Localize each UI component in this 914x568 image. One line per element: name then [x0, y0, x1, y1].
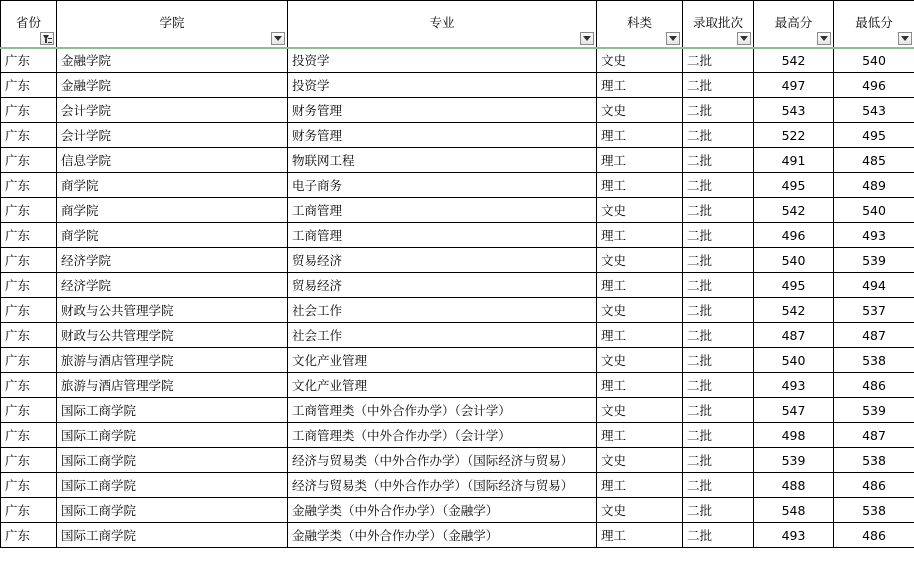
- cell-min[interactable]: 538: [834, 348, 914, 373]
- cell-min[interactable]: 487: [834, 323, 914, 348]
- cell-province[interactable]: 广东: [1, 348, 57, 373]
- cell-category[interactable]: 理工: [597, 123, 683, 148]
- cell-category[interactable]: 理工: [597, 148, 683, 173]
- cell-min[interactable]: 485: [834, 148, 914, 173]
- cell-min[interactable]: 540: [834, 198, 914, 223]
- cell-college[interactable]: 国际工商学院: [57, 398, 288, 423]
- cell-category[interactable]: 理工: [597, 373, 683, 398]
- cell-category[interactable]: 理工: [597, 473, 683, 498]
- cell-max[interactable]: 495: [754, 273, 834, 298]
- cell-min[interactable]: 538: [834, 498, 914, 523]
- cell-major[interactable]: 工商管理: [288, 223, 597, 248]
- cell-province[interactable]: 广东: [1, 323, 57, 348]
- cell-major[interactable]: 经济与贸易类（中外合作办学）（国际经济与贸易）: [288, 473, 597, 498]
- cell-category[interactable]: 理工: [597, 73, 683, 98]
- cell-college[interactable]: 国际工商学院: [57, 448, 288, 473]
- table-row: [1, 248, 914, 273]
- cell-batch[interactable]: 二批: [683, 223, 754, 248]
- cell-province[interactable]: 广东: [1, 98, 57, 123]
- cell-max[interactable]: 548: [754, 498, 834, 523]
- chevron-down-icon[interactable]: [737, 32, 751, 45]
- cell-category[interactable]: 文史: [597, 248, 683, 273]
- cell-batch[interactable]: 二批: [683, 298, 754, 323]
- cell-batch[interactable]: 二批: [683, 348, 754, 373]
- cell-college[interactable]: 金融学院: [57, 48, 288, 73]
- table-row: [1, 323, 914, 348]
- cell-category[interactable]: 理工: [597, 273, 683, 298]
- cell-college[interactable]: 金融学院: [57, 73, 288, 98]
- cell-max[interactable]: 487: [754, 323, 834, 348]
- cell-min[interactable]: 494: [834, 273, 914, 298]
- cell-max[interactable]: 542: [754, 198, 834, 223]
- cell-major[interactable]: 财务管理: [288, 98, 597, 123]
- cell-category[interactable]: 文史: [597, 48, 683, 73]
- cell-batch[interactable]: 二批: [683, 523, 754, 548]
- cell-min[interactable]: 539: [834, 398, 914, 423]
- cell-batch[interactable]: 二批: [683, 448, 754, 473]
- cell-major[interactable]: 工商管理类（中外合作办学）（会计学）: [288, 398, 597, 423]
- cell-major[interactable]: 电子商务: [288, 173, 597, 198]
- cell-college[interactable]: 商学院: [57, 223, 288, 248]
- cell-max[interactable]: 491: [754, 148, 834, 173]
- cell-college[interactable]: 信息学院: [57, 148, 288, 173]
- cell-batch[interactable]: 二批: [683, 373, 754, 398]
- cell-province[interactable]: 广东: [1, 473, 57, 498]
- column-header-label: 科类: [626, 14, 652, 30]
- cell-max[interactable]: 539: [754, 448, 834, 473]
- cell-college[interactable]: 会计学院: [57, 123, 288, 148]
- column-header-label: 最高分: [774, 14, 813, 30]
- chevron-down-icon[interactable]: [666, 32, 680, 45]
- table-row: [1, 473, 914, 498]
- cell-major[interactable]: 社会工作: [288, 298, 597, 323]
- cell-batch[interactable]: 二批: [683, 323, 754, 348]
- table-row: [1, 48, 914, 73]
- cell-min[interactable]: 489: [834, 173, 914, 198]
- cell-min[interactable]: 495: [834, 123, 914, 148]
- cell-category[interactable]: 文史: [597, 98, 683, 123]
- cell-college[interactable]: 商学院: [57, 173, 288, 198]
- cell-category[interactable]: 理工: [597, 423, 683, 448]
- cell-max[interactable]: 495: [754, 173, 834, 198]
- cell-category[interactable]: 文史: [597, 198, 683, 223]
- cell-min[interactable]: 486: [834, 523, 914, 548]
- column-header-label: 省份: [15, 14, 41, 30]
- cell-batch[interactable]: 二批: [683, 173, 754, 198]
- cell-province[interactable]: 广东: [1, 423, 57, 448]
- cell-max[interactable]: 522: [754, 123, 834, 148]
- cell-college[interactable]: 财政与公共管理学院: [57, 323, 288, 348]
- cell-max[interactable]: 540: [754, 348, 834, 373]
- cell-batch[interactable]: 二批: [683, 198, 754, 223]
- column-header-label: 最低分: [855, 14, 893, 30]
- column-header-college: [57, 1, 288, 48]
- cell-batch[interactable]: 二批: [683, 98, 754, 123]
- cell-college[interactable]: 经济学院: [57, 273, 288, 298]
- cell-category[interactable]: 文史: [597, 448, 683, 473]
- chevron-down-icon[interactable]: [817, 32, 831, 45]
- cell-province[interactable]: 广东: [1, 448, 57, 473]
- cell-batch[interactable]: 二批: [683, 423, 754, 448]
- cell-college[interactable]: 国际工商学院: [57, 498, 288, 523]
- table-row: [1, 273, 914, 298]
- column-header-min: [834, 1, 914, 48]
- cell-category[interactable]: 理工: [597, 323, 683, 348]
- column-header-category: [597, 1, 683, 48]
- table-row: [1, 373, 914, 398]
- column-header-max: [754, 1, 834, 48]
- cell-max[interactable]: 542: [754, 48, 834, 73]
- cell-college[interactable]: 国际工商学院: [57, 423, 288, 448]
- cell-batch[interactable]: 二批: [683, 48, 754, 73]
- cell-college[interactable]: 商学院: [57, 198, 288, 223]
- cell-province[interactable]: 广东: [1, 198, 57, 223]
- table-body: [1, 48, 914, 548]
- cell-college[interactable]: 国际工商学院: [57, 523, 288, 548]
- table-row: [1, 173, 914, 198]
- cell-batch[interactable]: 二批: [683, 123, 754, 148]
- cell-max[interactable]: 498: [754, 423, 834, 448]
- cell-max[interactable]: 497: [754, 73, 834, 98]
- cell-batch[interactable]: 二批: [683, 148, 754, 173]
- cell-min[interactable]: 486: [834, 373, 914, 398]
- cell-college[interactable]: 国际工商学院: [57, 473, 288, 498]
- cell-province[interactable]: 广东: [1, 223, 57, 248]
- table-row: [1, 523, 914, 548]
- table-row: [1, 498, 914, 523]
- cell-major[interactable]: 财务管理: [288, 123, 597, 148]
- table-row: [1, 448, 914, 473]
- cell-category[interactable]: 理工: [597, 173, 683, 198]
- cell-min[interactable]: 539: [834, 248, 914, 273]
- cell-category[interactable]: 文史: [597, 298, 683, 323]
- cell-max[interactable]: 543: [754, 98, 834, 123]
- table-row: [1, 423, 914, 448]
- cell-major[interactable]: 贸易经济: [288, 273, 597, 298]
- cell-college[interactable]: 旅游与酒店管理学院: [57, 348, 288, 373]
- column-header-batch: [683, 1, 754, 48]
- cell-category[interactable]: 文史: [597, 398, 683, 423]
- cell-min[interactable]: 543: [834, 98, 914, 123]
- cell-batch[interactable]: 二批: [683, 498, 754, 523]
- header-row: [1, 1, 914, 48]
- cell-province[interactable]: 广东: [1, 173, 57, 198]
- cell-college[interactable]: 财政与公共管理学院: [57, 298, 288, 323]
- cell-major[interactable]: 投资学: [288, 73, 597, 98]
- cell-major[interactable]: 文化产业管理: [288, 348, 597, 373]
- cell-max[interactable]: 547: [754, 398, 834, 423]
- cell-province[interactable]: 广东: [1, 48, 57, 73]
- cell-province[interactable]: 广东: [1, 123, 57, 148]
- chevron-down-icon[interactable]: [898, 32, 912, 45]
- cell-major[interactable]: 物联网工程: [288, 148, 597, 173]
- cell-min[interactable]: 487: [834, 423, 914, 448]
- cell-batch[interactable]: 二批: [683, 248, 754, 273]
- cell-province[interactable]: 广东: [1, 73, 57, 98]
- cell-min[interactable]: 538: [834, 448, 914, 473]
- table-row: [1, 98, 914, 123]
- cell-college[interactable]: 会计学院: [57, 98, 288, 123]
- column-header-province: [1, 1, 57, 48]
- column-header-label: 专业: [429, 14, 455, 30]
- table-row: [1, 223, 914, 248]
- column-header-major: [288, 1, 597, 48]
- cell-category[interactable]: 理工: [597, 523, 683, 548]
- cell-batch[interactable]: 二批: [683, 398, 754, 423]
- cell-min[interactable]: 493: [834, 223, 914, 248]
- table-row: [1, 123, 914, 148]
- table-row: [1, 398, 914, 423]
- cell-max[interactable]: 488: [754, 473, 834, 498]
- cell-college[interactable]: 经济学院: [57, 248, 288, 273]
- cell-major[interactable]: 金融学类（中外合作办学）（金融学）: [288, 498, 597, 523]
- cell-category[interactable]: 理工: [597, 223, 683, 248]
- funnel-icon[interactable]: [40, 32, 54, 45]
- column-header-label: 录取批次: [692, 14, 743, 30]
- cell-province[interactable]: 广东: [1, 273, 57, 298]
- cell-major[interactable]: 社会工作: [288, 323, 597, 348]
- cell-category[interactable]: 文史: [597, 348, 683, 373]
- table-row: [1, 348, 914, 373]
- table-row: [1, 73, 914, 98]
- cell-major[interactable]: 工商管理: [288, 198, 597, 223]
- cell-min[interactable]: 486: [834, 473, 914, 498]
- cell-min[interactable]: 496: [834, 73, 914, 98]
- cell-min[interactable]: 540: [834, 48, 914, 73]
- cell-max[interactable]: 540: [754, 248, 834, 273]
- cell-major[interactable]: 经济与贸易类（中外合作办学）（国际经济与贸易）: [288, 448, 597, 473]
- column-header-label: 学院: [159, 14, 185, 30]
- chevron-down-icon[interactable]: [580, 32, 594, 45]
- cell-province[interactable]: 广东: [1, 373, 57, 398]
- cell-max[interactable]: 493: [754, 373, 834, 398]
- cell-province[interactable]: 广东: [1, 523, 57, 548]
- cell-batch[interactable]: 二批: [683, 73, 754, 98]
- cell-province[interactable]: 广东: [1, 498, 57, 523]
- cell-major[interactable]: 工商管理类（中外合作办学）（会计学）: [288, 423, 597, 448]
- cell-province[interactable]: 广东: [1, 398, 57, 423]
- cell-batch[interactable]: 二批: [683, 273, 754, 298]
- cell-province[interactable]: 广东: [1, 248, 57, 273]
- cell-max[interactable]: 493: [754, 523, 834, 548]
- cell-college[interactable]: 旅游与酒店管理学院: [57, 373, 288, 398]
- cell-category[interactable]: 文史: [597, 498, 683, 523]
- cell-major[interactable]: 投资学: [288, 48, 597, 73]
- cell-province[interactable]: 广东: [1, 298, 57, 323]
- cell-batch[interactable]: 二批: [683, 473, 754, 498]
- chevron-down-icon[interactable]: [271, 32, 285, 45]
- cell-major[interactable]: 贸易经济: [288, 248, 597, 273]
- cell-province[interactable]: 广东: [1, 148, 57, 173]
- table-row: [1, 198, 914, 223]
- cell-max[interactable]: 496: [754, 223, 834, 248]
- table-row: [1, 148, 914, 173]
- cell-min[interactable]: 537: [834, 298, 914, 323]
- cell-major[interactable]: 文化产业管理: [288, 373, 597, 398]
- cell-major[interactable]: 金融学类（中外合作办学）（金融学）: [288, 523, 597, 548]
- table-row: [1, 298, 914, 323]
- cell-max[interactable]: 542: [754, 298, 834, 323]
